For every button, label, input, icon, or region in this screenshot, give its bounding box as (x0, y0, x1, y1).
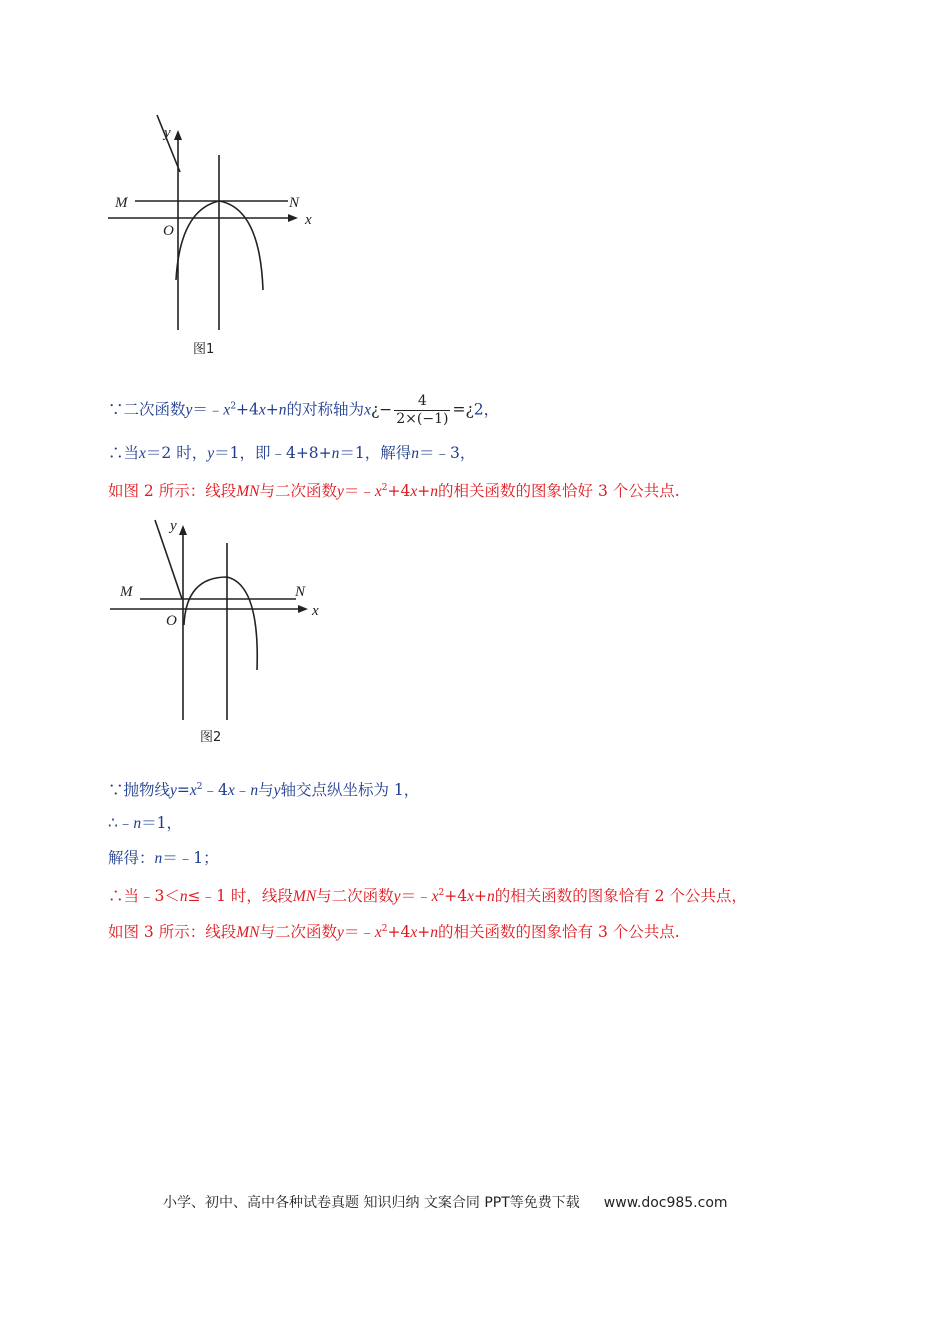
text: ＝1，解得 (339, 444, 412, 462)
m-label: M (120, 584, 133, 600)
var: MN (236, 483, 260, 501)
var: y (393, 888, 401, 906)
var: y (336, 924, 344, 942)
text: ∵二次函数 (108, 400, 186, 419)
exp: 2 (230, 401, 237, 412)
text: +4 (387, 482, 411, 501)
text: + (265, 400, 279, 419)
var: x (139, 445, 146, 462)
var: x (374, 924, 382, 942)
y-label: y (170, 518, 177, 534)
text: 与 (258, 781, 274, 800)
var: n (278, 401, 287, 419)
var: x (410, 483, 418, 501)
var: MN (292, 888, 317, 906)
var: n (430, 924, 439, 942)
x-label: x (305, 212, 312, 228)
var: n (486, 888, 495, 906)
var: MN (236, 924, 260, 942)
exp: 2 (438, 888, 445, 898)
line-2 (108, 443, 475, 464)
var: y (207, 445, 215, 462)
text: +4 (444, 887, 468, 906)
line-4 (108, 777, 419, 801)
figure-2 (100, 505, 340, 750)
text: 如图 3 所示：线段 (108, 923, 237, 942)
text: ＝﹣ (192, 400, 224, 419)
text: ∴当 (108, 444, 140, 462)
text: 的相关函数的图象恰好 3 个公共点. (438, 482, 680, 501)
numerator: 4 (394, 393, 450, 411)
var: x (364, 401, 371, 419)
var: y (336, 483, 344, 501)
var: n (331, 445, 340, 462)
text: ＝2 时， (145, 444, 208, 462)
text: ＝1， (141, 814, 182, 832)
text: 解得： (108, 849, 155, 867)
exp: 2 (381, 483, 388, 493)
line-1 (108, 393, 499, 428)
line-8 (108, 919, 680, 943)
text: 2， (473, 400, 500, 419)
text: 如图 2 所示：线段 (108, 482, 237, 501)
denominator: 2×(−1) (396, 411, 449, 427)
exp: 2 (381, 924, 388, 934)
var: x (467, 888, 474, 906)
text: 的相关函数的图象恰有 2 个公共点， (494, 887, 747, 906)
var: x (410, 924, 418, 942)
text: ∴﹣ (108, 814, 134, 832)
var: n (250, 782, 259, 800)
figure-1-graph (100, 110, 340, 365)
text: + (417, 923, 431, 942)
text: ∴当﹣3＜ (108, 887, 180, 906)
line-7 (108, 883, 747, 907)
parabola (184, 577, 257, 670)
text: 与二次函数 (259, 482, 337, 501)
text: ＝﹣3， (419, 444, 476, 462)
text: ＝﹣ (343, 482, 375, 501)
var: x (431, 888, 439, 906)
text: ＝﹣1； (162, 849, 219, 867)
y-axis-arrow (179, 525, 187, 535)
text: ≤﹣1 时，线段 (187, 887, 293, 906)
figure-1 (100, 110, 340, 365)
var: n (179, 888, 188, 906)
text: ﹣ (234, 781, 251, 800)
text: 与二次函数 (316, 887, 394, 906)
text: 的对称轴为 (286, 400, 365, 419)
var: x (223, 401, 231, 419)
x-axis-arrow (298, 605, 308, 613)
fraction (394, 393, 450, 428)
text: ＝﹣ (400, 887, 432, 906)
footer-url[interactable]: www.doc985.com (603, 1195, 728, 1211)
line-3 (108, 478, 680, 502)
x-axis-arrow (288, 214, 298, 222)
footer-text: 小学、初中、高中各种试卷真题 知识归纳 文案合同 PPT等免费下载 (163, 1195, 580, 1211)
line-6 (108, 848, 219, 869)
slanted-line (157, 115, 180, 172)
figure-2-graph (100, 505, 340, 750)
exp: 2 (196, 782, 203, 792)
origin-label: O (163, 223, 174, 239)
m-label: M (115, 195, 128, 211)
var: n (133, 815, 142, 832)
var: x (189, 782, 197, 800)
n-label: N (289, 195, 300, 211)
text: = (176, 781, 190, 800)
origin-label: O (166, 613, 177, 629)
var: n (154, 850, 163, 867)
var: y (185, 401, 193, 419)
var: y (273, 782, 281, 800)
text: 轴交点纵坐标为 1， (280, 781, 420, 800)
text: = (452, 400, 466, 419)
n-label: N (295, 584, 306, 600)
slanted-line (155, 520, 182, 599)
var: x (227, 782, 235, 800)
page-footer (163, 1192, 728, 1212)
y-label: y (164, 125, 171, 141)
var: n (411, 445, 420, 462)
y-axis-arrow (174, 130, 182, 140)
text: ＝﹣ (343, 923, 375, 942)
text: 与二次函数 (259, 923, 337, 942)
text: +4 (387, 923, 411, 942)
line-5 (108, 813, 182, 834)
text: + (473, 887, 487, 906)
var: n (430, 483, 439, 501)
x-label: x (312, 603, 319, 619)
var: x (258, 401, 266, 419)
figure-2-caption: 图2 (200, 730, 222, 745)
text: ∵抛物线 (108, 781, 171, 800)
text: − (379, 400, 393, 419)
figure-1-caption: 图1 (193, 342, 215, 357)
text: ＝1，即﹣4+8+ (214, 444, 332, 462)
text: +4 (236, 400, 259, 419)
var: y (170, 782, 177, 800)
text: ¿ (465, 400, 474, 419)
text: ¿ (370, 400, 380, 419)
text: + (417, 482, 431, 501)
text: 的相关函数的图象恰有 3 个公共点. (438, 923, 680, 942)
text: ﹣4 (202, 781, 228, 800)
var: x (374, 483, 382, 501)
